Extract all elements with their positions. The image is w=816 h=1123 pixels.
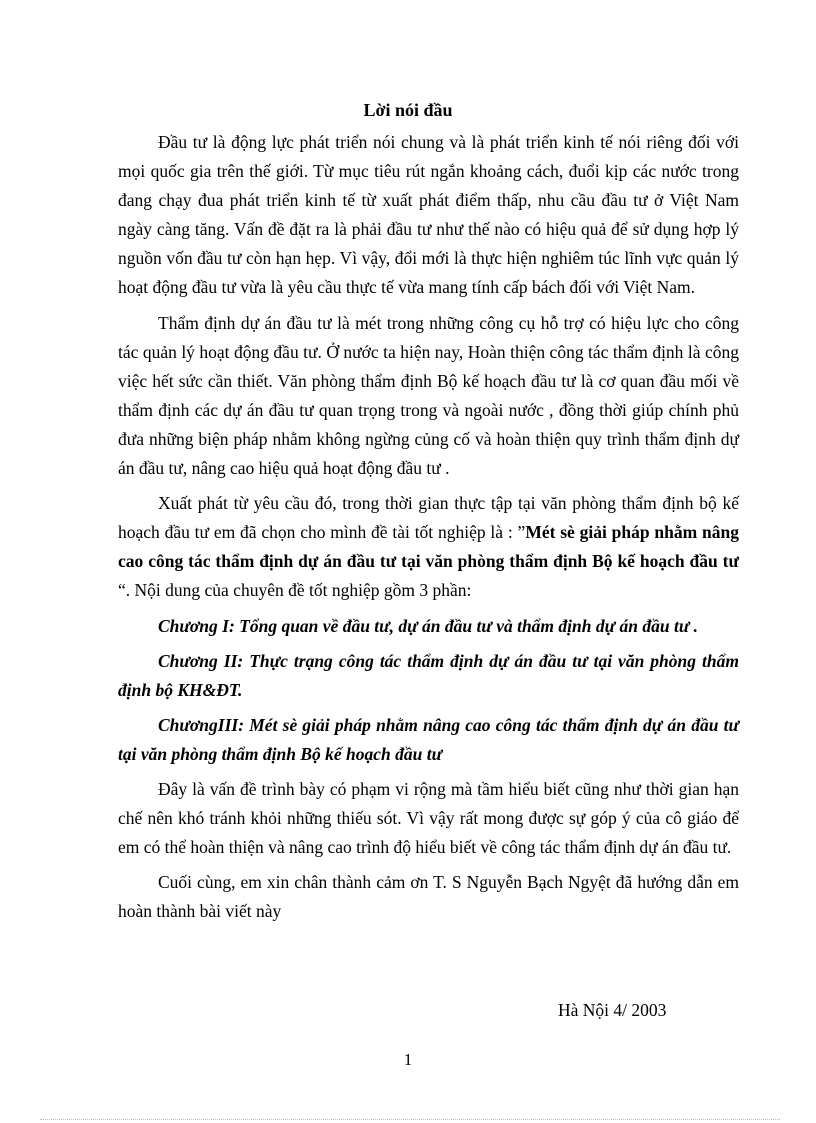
paragraph-1: Đầu tư là động lực phát triển nói chung và là phát triển kinh tế nói riêng đối với mọi quốc gia trên thế giới. Từ mục tiêu rút ngắn khoảng cách, đuổi kịp các nước trong đang chạy đua phát triển kinh tế từ xuất phát điểm thấp, nhu cầu đầu tư ở Việt Nam ngày càng tăng. Vấn đề đặt ra là phải đầu tư như thế nào có hiệu quả để sử dụng hợp lý nguồn vốn đầu tư còn hạn hẹp. Vì vậy, đổi mới là thực hiện nghiêm túc lĩnh vực quản lý hoạt động đầu tư vừa là yêu cầu thực tế vừa mang tính cấp bách đối với Việt Nam. [118,132,739,298]
paragraph-3-outro: “. Nội dung của chuyên đề tốt nghiệp gồm 3 phần: [118,580,472,601]
chapter-3: ChươngIII: Mét sè giải pháp nhằm nâng cao công tác thẩm định dự án đầu tư tại văn phòng thẩm định Bộ kế hoạch đầu tư [118,714,739,764]
place-date-signature: Hà Nội 4/ 2003 [558,1000,667,1020]
paragraph-closing-2: Cuối cùng, em xin chân thành cảm ơn T. S Nguyễn Bạch Ngyệt đã hướng dẫn em hoàn thành bài viết này [118,872,739,922]
page-number: 1 [403,1050,413,1069]
chapter-2: Chương II: Thực trạng công tác thẩm định dự án đầu tư tại văn phòng thẩm định bộ KH&ĐT. [118,650,739,700]
thesis-topic: Mét sè giải pháp nhằm nâng cao công tác thẩm định dự án đầu tư tại văn phòng thẩm định Bộ kế hoạch đầu tư [118,522,739,572]
paragraph-closing-1: Đây là vấn đề trình bày có phạm vi rộng mà tầm hiểu biết cũng như thời gian hạn chế nên khó tránh khỏi những thiếu sót. Vì vậy rất mong được sự góp ý của cô giáo để em có thể hoàn thiện và nâng cao trình độ hiểu biết về công tác thẩm định dự án đầu tư. [118,778,739,858]
chapter-1: Chương I: Tổng quan về đầu tư, dự án đầu tư và thẩm định dự án đầu tư . [158,615,699,636]
page-bottom-divider [40,1119,780,1120]
document-title: Lời nói đầu [363,100,453,120]
paragraph-3-intro: Xuất phát từ yêu cầu đó, trong thời gian thực tập tại văn phòng thẩm định bộ kế hoạch đầu tư em đã chọn cho mình đề tài tốt nghiệp là : ” [118,493,739,543]
paragraph-2: Thẩm định dự án đầu tư là mét trong những công cụ hỗ trợ có hiệu lực cho công tác quản lý hoạt động đầu tư. Ở nước ta hiện nay, Hoàn thiện công tác thẩm định là công việc hết sức cần thiết. Văn phòng thẩm định Bộ kế hoạch đầu tư là cơ quan đầu mối về thẩm định các dự án đầu tư quan trọng trong và ngoài nước , đồng thời giúp chính phủ đưa những biện pháp nhằm không ngừng củng cố và hoàn thiện quy trình thẩm định dự án đầu tư, nâng cao hiệu quả hoạt động đầu tư . [118,312,739,479]
paragraph-3 [118,489,739,605]
document-body [118,128,739,932]
